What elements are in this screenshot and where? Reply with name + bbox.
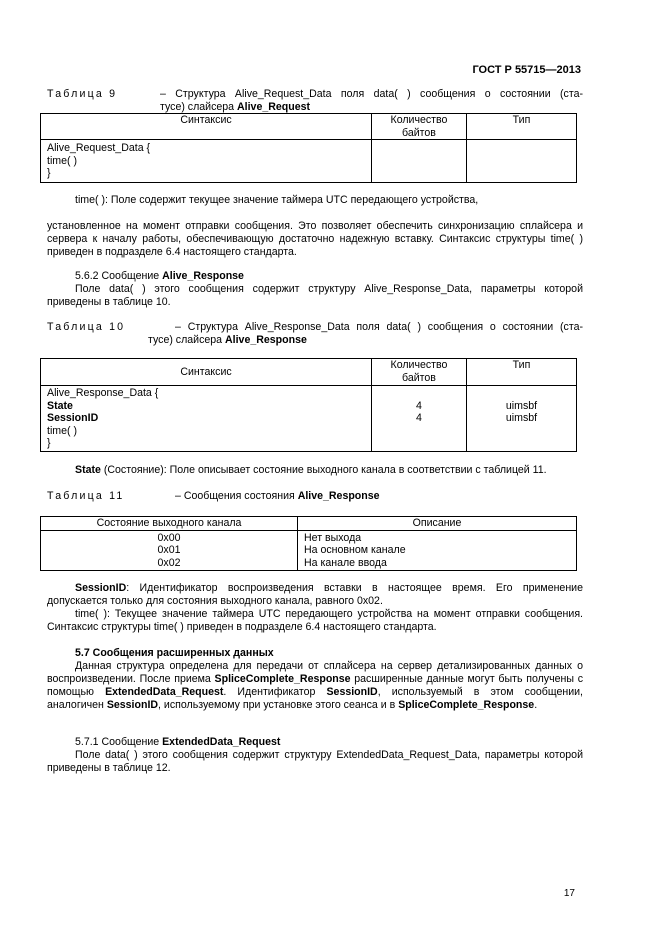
table10-caption	[47, 321, 583, 347]
standard-header: ГОСТ Р 55715—2013	[472, 64, 581, 76]
time-paragraph-2: time( ): Текущее значение таймера UTC передающего устройства на момент отправки сообщения. Синтаксис структуры time( ) приведен в подразделе 6.4 настоящего стандарта.	[47, 608, 583, 633]
table-row	[41, 530, 577, 571]
table11	[40, 516, 577, 571]
page-number: 17	[563, 888, 575, 899]
table9	[40, 113, 577, 183]
table11-description-cell: Нет выхода На основном канале На канале ввода	[298, 530, 577, 571]
section-5-6-2-text: Поле data( ) этого сообщения содержит структуру Alive_Response_Data, параметры которой приведены в таблице 10.	[47, 283, 583, 308]
table9-header-row	[41, 114, 577, 140]
section-5-7-text: Данная структура определена для передачи от сплайсера на сервер детализированных данных о воспроизведении. После приема SpliceComplete_Response расширенные данные могут быть получены с помощью ExtendedData_Request. Идентификатор SessionID, используемый в этом сообщении, аналогичен SessionID, используемому при установке этого сеанса и в SpliceComplete_Response.	[47, 660, 583, 711]
state-paragraph: State (Состояние): Поле описывает состояние выходного канала в соответствии с таблицей 11.	[75, 464, 547, 476]
section-5-7-heading: 5.7 Сообщения расширенных данных	[75, 647, 274, 659]
table11-state-cell: 0x00 0x01 0x02	[41, 530, 298, 571]
table10-label: Таблица 10	[47, 321, 126, 333]
table-row	[41, 140, 577, 183]
table10-header-row	[41, 359, 577, 386]
table10-syntax-cell: Alive_Response_Data { State SessionID time( ) }	[41, 386, 372, 452]
table9-label: Таблица 9	[47, 88, 118, 100]
table10-title-line1: – Структура Alive_Response_Data поля data( ) сообщения о состоянии (ста-	[175, 321, 583, 333]
table10-title-line2: тусе) слайсера Alive_Response	[148, 334, 307, 346]
table10-header-syntax: Синтаксис	[41, 359, 372, 386]
table9-title-line2: тусе) слайсера Alive_Request	[160, 101, 311, 113]
table9-title-line1: – Структура Alive_Request_Data поля data( ) сообщения о состоянии (ста-	[160, 88, 583, 100]
section-5-7-1-heading: 5.7.1 Сообщение ExtendedData_Request	[75, 736, 281, 748]
sessionid-paragraph: SessionID: Идентификатор воспроизведения вставки в настоящее время. Его применение допускается только для состояния выходного канала, равного 0x02.	[47, 582, 583, 607]
table10-bytes-cell: 4 4	[372, 386, 467, 452]
table10-type-cell: uimsbf uimsbf	[467, 386, 577, 452]
table9-header-bytes: Количество байтов	[372, 114, 467, 140]
table11-header-state: Состояние выходного канала	[41, 517, 298, 531]
section-5-6-2-heading: 5.6.2 Сообщение Alive_Response	[75, 270, 244, 282]
time-paragraph-rest: установленное на момент отправки сообщения. Это позволяет обеспечить синхронизацию сплайсера и сервера к началу работы, обеспечивающую достаточно надежную вставку. Синтаксис структуры time( ) приведен в подразделе 6.4 настоящего стандарта.	[47, 220, 583, 258]
table9-header-type: Тип	[467, 114, 577, 140]
table10	[40, 358, 577, 452]
table9-bytes-cell	[372, 140, 467, 183]
table11-header-row	[41, 517, 577, 531]
table11-caption	[47, 490, 583, 503]
table11-header-description: Описание	[298, 517, 577, 531]
table9-caption	[47, 88, 583, 114]
time-paragraph-line1: time( ): Поле содержит текущее значение таймера UTC передающего устройства,	[75, 194, 479, 206]
section-5-7-1-text: Поле data( ) этого сообщения содержит структуру ExtendedData_Request_Data, параметры которой приведены в таблице 12.	[47, 749, 583, 774]
table11-title: – Сообщения состояния Alive_Response	[175, 490, 380, 502]
table10-header-type: Тип	[467, 359, 577, 386]
table9-syntax-cell: Alive_Request_Data { time( ) }	[41, 140, 372, 183]
table-row	[41, 386, 577, 452]
table11-label: Таблица 11	[47, 490, 125, 502]
table10-header-bytes: Количество байтов	[372, 359, 467, 386]
table9-header-syntax: Синтаксис	[41, 114, 372, 140]
table9-type-cell	[467, 140, 577, 183]
